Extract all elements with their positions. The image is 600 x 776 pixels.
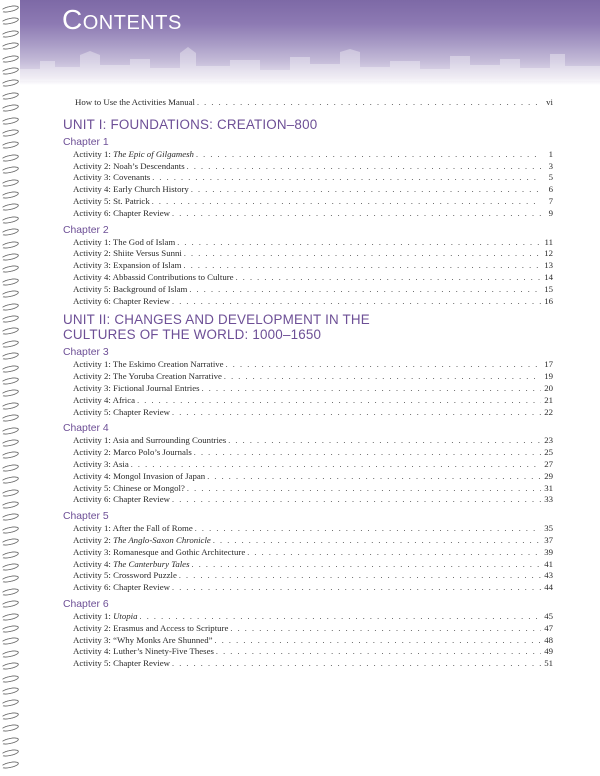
activity-number: Activity 1: (73, 148, 114, 159)
activity-number: Activity 5: (73, 195, 114, 206)
toc-intro-page: vi (546, 97, 553, 107)
activity-name: The Epic of Gilgamesh (113, 148, 194, 159)
activity-name: Crossword Puzzle (113, 570, 177, 581)
spiral-ring (1, 4, 20, 14)
toc-activity-row (73, 359, 553, 371)
page-number: 31 (544, 482, 553, 493)
activity-number: Activity 1: (73, 359, 113, 370)
spiral-ring (1, 389, 20, 399)
dot-leader (216, 646, 541, 658)
page-title: Contents (62, 4, 182, 35)
activity-number: Activity 6: (73, 295, 114, 306)
activity-name: Shiite Versus Sunni (113, 248, 182, 259)
dot-leader (192, 559, 542, 571)
activity-name: Covenants (113, 172, 151, 183)
activity-title (73, 296, 172, 308)
page-number: 49 (544, 646, 553, 657)
activity-name: The Yoruba Creation Narrative (112, 371, 222, 382)
spiral-ring (1, 500, 20, 510)
activity-title (73, 570, 179, 582)
dot-leader (195, 523, 541, 535)
activity-name: The Canterbury Tales (113, 558, 190, 569)
spiral-ring (1, 562, 20, 572)
toc-activity-row (73, 248, 553, 260)
spiral-ring (1, 537, 20, 547)
page-number: 44 (544, 582, 553, 593)
activity-name: Expansion of Islam (113, 260, 182, 271)
activity-name: The God of Islam (112, 236, 176, 247)
activity-number: Activity 2: (73, 622, 114, 633)
spiral-ring (1, 339, 20, 349)
spiral-ring (1, 240, 20, 250)
dot-leader (207, 471, 541, 483)
toc-activity-row (73, 570, 553, 582)
toc-intro-title: How to Use the Activities Manual (75, 97, 195, 107)
spiral-ring (1, 649, 20, 659)
page-number: 3 (548, 160, 553, 171)
activity-name: After the Fall of Rome (112, 523, 193, 534)
dot-leader (172, 658, 541, 670)
page-number: 6 (548, 184, 553, 195)
spiral-ring (1, 475, 20, 485)
activity-title (73, 646, 216, 658)
activity-name: Romanesque and Gothic Architecture (113, 546, 246, 557)
dot-leader (131, 459, 541, 471)
spiral-ring (1, 637, 20, 647)
spiral-ring (1, 153, 20, 163)
spiral-ring (1, 401, 20, 411)
chapter-heading: Chapter 2 (63, 224, 109, 236)
chapter-group (63, 598, 553, 670)
activity-number: Activity 3: (73, 458, 113, 469)
spiral-ring (1, 699, 20, 709)
activity-title (73, 395, 137, 407)
page-number: 45 (544, 610, 553, 621)
unit-heading-line: CULTURES OF THE WORLD: 1000–1650 (63, 327, 322, 343)
toc-activity-row (73, 383, 553, 395)
page-number: 43 (544, 570, 553, 581)
chapter-heading: Chapter 5 (63, 511, 109, 523)
activity-name: Marco Polo’s Journals (113, 447, 192, 458)
dot-leader (187, 483, 541, 495)
chapter-group (63, 136, 553, 220)
toc-activity-row (73, 184, 553, 196)
activity-number: Activity 3: (73, 260, 114, 271)
activity-number: Activity 4: (73, 271, 113, 282)
dot-leader (226, 359, 541, 371)
spiral-ring (1, 525, 20, 535)
activity-name: Chapter Review (113, 658, 170, 669)
unit-heading (63, 117, 553, 132)
activity-number: Activity 1: (73, 610, 114, 621)
page-number: 48 (544, 634, 553, 645)
chapter-group (63, 224, 553, 308)
page-number: 11 (544, 236, 553, 247)
dot-leader (172, 296, 541, 308)
activity-title (73, 208, 172, 220)
page-number: 27 (544, 458, 553, 469)
activity-name: The Eskimo Creation Narrative (112, 359, 224, 370)
spiral-ring (1, 364, 20, 374)
activity-title (73, 471, 207, 483)
chapter-heading: Chapter 3 (63, 347, 109, 359)
spiral-ring (1, 165, 20, 175)
toc-activity-row (73, 459, 553, 471)
toc-activity-row (73, 296, 553, 308)
activity-number: Activity 4: (73, 394, 113, 405)
page-number: 15 (544, 283, 553, 294)
spiral-ring (1, 17, 20, 27)
dot-leader (191, 184, 541, 196)
spiral-ring (1, 761, 20, 771)
toc-activity-row (73, 272, 553, 284)
activity-number: Activity 3: (73, 634, 114, 645)
dot-leader (152, 196, 541, 208)
spiral-ring (1, 674, 20, 684)
activity-title (73, 623, 230, 635)
toc-activity-row (73, 172, 553, 184)
spiral-ring (1, 736, 20, 746)
page-number: 22 (544, 406, 553, 417)
activity-title (73, 559, 192, 571)
dot-leader (152, 172, 541, 184)
page-number: 25 (544, 447, 553, 458)
activity-name: Background of Islam (113, 283, 188, 294)
toc-activity-row (73, 547, 553, 559)
activity-title (73, 284, 189, 296)
activity-number: Activity 6: (73, 582, 114, 593)
spiral-ring (1, 277, 20, 287)
activity-number: Activity 1: (73, 523, 113, 534)
dot-leader (179, 570, 541, 582)
spiral-ring (1, 376, 20, 386)
activity-number: Activity 2: (73, 248, 114, 259)
spiral-ring (1, 178, 20, 188)
activity-title (73, 184, 191, 196)
toc-activity-row (73, 611, 553, 623)
toc-activity-row (73, 523, 553, 535)
activity-number: Activity 3: (73, 172, 114, 183)
activity-number: Activity 3: (73, 546, 114, 557)
activity-title (73, 635, 215, 647)
activity-title (73, 371, 224, 383)
activity-number: Activity 3: (73, 382, 114, 393)
page-number: 5 (548, 172, 553, 183)
table-of-contents (63, 97, 553, 675)
page-number: 41 (544, 558, 553, 569)
city-skyline-graphic (20, 41, 600, 81)
spiral-ring (1, 141, 20, 151)
unit-heading-line: UNIT I: FOUNDATIONS: CREATION–800 (63, 116, 318, 132)
activity-number: Activity 5: (73, 406, 114, 417)
toc-activity-row (73, 471, 553, 483)
dot-leader (187, 161, 541, 173)
activity-title (73, 272, 236, 284)
activity-title (73, 359, 226, 371)
spiral-ring (1, 265, 20, 275)
page-number: 47 (544, 622, 553, 633)
spiral-ring (1, 116, 20, 126)
activity-title (73, 459, 131, 471)
activity-number: Activity 5: (73, 570, 114, 581)
spiral-ring (1, 29, 20, 39)
page-number: 12 (544, 248, 553, 259)
activity-title (73, 658, 172, 670)
activity-number: Activity 2: (73, 534, 114, 545)
activity-name: Asia and Surrounding Countries (112, 435, 227, 446)
toc-activity-row (73, 260, 553, 272)
activity-name: St. Patrick (113, 195, 150, 206)
unit-heading (63, 312, 553, 342)
spiral-ring (1, 575, 20, 585)
activity-name: Luther’s Ninety-Five Theses (113, 646, 214, 657)
toc-activity-row (73, 559, 553, 571)
spiral-ring (1, 66, 20, 76)
dot-leader (184, 248, 541, 260)
unit-heading-line: UNIT II: CHANGES AND DEVELOPMENT IN THE (63, 312, 370, 328)
page-number: 39 (544, 546, 553, 557)
page-number: 37 (544, 534, 553, 545)
spiral-ring (1, 215, 20, 225)
page-number: 35 (544, 523, 553, 534)
page-number: 23 (544, 435, 553, 446)
spiral-ring (1, 91, 20, 101)
toc-activity-row (73, 658, 553, 670)
activity-title (73, 260, 184, 272)
dot-leader (213, 535, 541, 547)
page-number: 20 (544, 382, 553, 393)
activity-number: Activity 5: (73, 482, 114, 493)
activity-title (73, 435, 228, 447)
activity-number: Activity 1: (73, 236, 113, 247)
chapter-group (63, 347, 553, 418)
dot-leader (137, 395, 541, 407)
activity-title (73, 248, 184, 260)
spiral-ring (1, 351, 20, 361)
toc-activity-row (73, 623, 553, 635)
activity-name: Asia (112, 458, 129, 469)
spiral-ring (1, 624, 20, 634)
activity-title (73, 196, 152, 208)
dot-leader (247, 547, 541, 559)
activity-title (73, 172, 152, 184)
activity-title (73, 547, 247, 559)
activity-title (73, 483, 187, 495)
toc-activity-row (73, 494, 553, 506)
toc-activity-row (73, 582, 553, 594)
chapter-group (63, 423, 553, 506)
activity-number: Activity 6: (73, 207, 114, 218)
spiral-ring (1, 463, 20, 473)
spiral-ring (1, 612, 20, 622)
dot-leader (172, 494, 541, 506)
toc-activity-row (73, 447, 553, 459)
activity-title (73, 161, 187, 173)
spiral-ring (1, 79, 20, 89)
activity-name: Chinese or Mongol? (113, 482, 185, 493)
dot-leader (196, 149, 541, 161)
activity-name: Africa (112, 394, 136, 405)
toc-activity-row (73, 161, 553, 173)
activity-title (73, 149, 196, 161)
activity-name: Chapter Review (113, 582, 170, 593)
dot-leader (172, 208, 541, 220)
page-number: 7 (548, 195, 553, 206)
page-number: 19 (544, 371, 553, 382)
activity-title (73, 237, 177, 249)
spiral-binding (0, 0, 28, 776)
toc-activity-row (73, 149, 553, 161)
spiral-ring (1, 103, 20, 113)
spiral-ring (1, 413, 20, 423)
toc-intro-row (75, 97, 553, 109)
activity-number: Activity 5: (73, 658, 114, 669)
spiral-ring (1, 289, 20, 299)
activity-number: Activity 5: (73, 283, 114, 294)
spiral-ring (1, 327, 20, 337)
spiral-ring (1, 451, 20, 461)
toc-activity-row (73, 435, 553, 447)
activity-name: Chapter Review (113, 295, 170, 306)
spiral-ring (1, 748, 20, 758)
spiral-ring (1, 550, 20, 560)
spiral-ring (1, 252, 20, 262)
toc-activity-row (73, 208, 553, 220)
activity-title (73, 535, 213, 547)
spiral-ring (1, 426, 20, 436)
dot-leader (177, 237, 541, 249)
toc-activity-row (73, 646, 553, 658)
toc-activity-row (73, 284, 553, 296)
activity-name: Abbassid Contributions to Culture (112, 271, 234, 282)
activity-name: Fictional Journal Entries (113, 382, 200, 393)
activity-name: Early Church History (113, 184, 189, 195)
dot-leader (189, 284, 541, 296)
activity-number: Activity 1: (73, 435, 113, 446)
toc-activity-row (73, 635, 553, 647)
activity-name: The Anglo-Saxon Chronicle (113, 534, 211, 545)
activity-name: Erasmus and Access to Scripture (113, 622, 229, 633)
activity-number: Activity 4: (73, 184, 114, 195)
activity-number: Activity 4: (73, 470, 114, 481)
spiral-ring (1, 54, 20, 64)
activity-name: “Why Monks Are Shunned” (113, 634, 213, 645)
spiral-ring (1, 190, 20, 200)
spiral-ring (1, 488, 20, 498)
spiral-ring (1, 128, 20, 138)
spiral-ring (1, 599, 20, 609)
activity-number: Activity 6: (73, 494, 114, 505)
page-number: 9 (548, 207, 553, 218)
page-number: 51 (544, 658, 553, 669)
activity-number: Activity 2: (73, 371, 113, 382)
dot-leader (172, 582, 541, 594)
dot-leader (224, 371, 541, 383)
chapter-heading: Chapter 4 (63, 423, 109, 435)
dot-leader (228, 435, 541, 447)
activity-number: Activity 2: (73, 160, 114, 171)
page-number: 33 (544, 494, 553, 505)
activity-number: Activity 4: (73, 646, 114, 657)
spiral-ring (1, 686, 20, 696)
chapter-heading: Chapter 1 (63, 136, 109, 148)
activity-title (73, 447, 194, 459)
spiral-ring (1, 661, 20, 671)
dot-leader (202, 383, 541, 395)
dot-leader (236, 272, 541, 284)
activity-number: Activity 4: (73, 558, 114, 569)
page-number: 21 (544, 394, 553, 405)
toc-activity-row (73, 395, 553, 407)
activity-name: Utopia (113, 610, 138, 621)
toc-activity-row (73, 407, 553, 419)
page-number: 17 (544, 359, 553, 370)
activity-title (73, 582, 172, 594)
activity-name: Chapter Review (113, 207, 170, 218)
page-number: 29 (544, 470, 553, 481)
spiral-ring (1, 587, 20, 597)
page-number: 13 (544, 260, 553, 271)
spiral-ring (1, 314, 20, 324)
spiral-ring (1, 302, 20, 312)
activity-name: Noah’s Descendants (113, 160, 185, 171)
activity-title (73, 383, 202, 395)
activity-number: Activity 2: (73, 447, 114, 458)
activity-name: Chapter Review (113, 494, 170, 505)
activity-title (73, 494, 172, 506)
toc-activity-row (73, 196, 553, 208)
spiral-ring (1, 438, 20, 448)
chapter-heading: Chapter 6 (63, 598, 109, 610)
activity-title (73, 523, 195, 535)
chapter-group (63, 511, 553, 594)
dot-leader (140, 611, 541, 623)
activity-name: Mongol Invasion of Japan (113, 470, 206, 481)
toc-activity-row (73, 371, 553, 383)
toc-activity-row (73, 237, 553, 249)
dot-leader (197, 97, 541, 109)
page-number: 16 (544, 295, 553, 306)
dot-leader (215, 635, 541, 647)
spiral-ring (1, 711, 20, 721)
spiral-ring (1, 203, 20, 213)
spiral-ring (1, 513, 20, 523)
spiral-ring (1, 723, 20, 733)
dot-leader (194, 447, 541, 459)
toc-activity-row (73, 535, 553, 547)
dot-leader (184, 260, 542, 272)
activity-name: Chapter Review (113, 406, 170, 417)
dot-leader (172, 407, 541, 419)
toc-activity-row (73, 483, 553, 495)
page-number: 1 (548, 148, 553, 159)
spiral-ring (1, 227, 20, 237)
activity-title (73, 407, 172, 419)
page-number: 14 (544, 271, 553, 282)
spiral-ring (1, 41, 20, 51)
activity-title (73, 611, 140, 623)
contents-banner (20, 0, 600, 85)
dot-leader (230, 623, 541, 635)
